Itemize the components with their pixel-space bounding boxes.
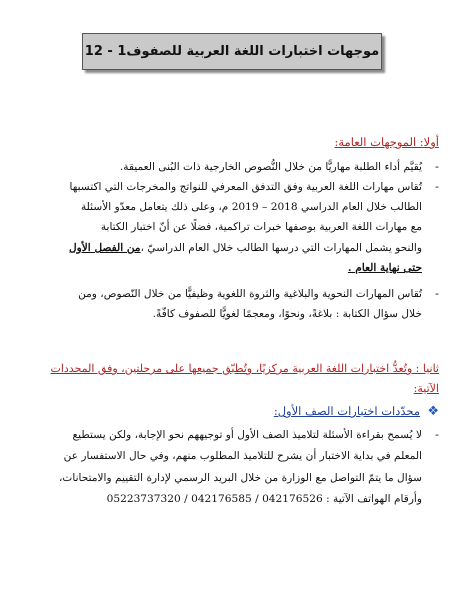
bullet1-line1: يُقيَّم أداء الطلبة مهاريًّا من خلال النُّصوص الخارجية ذات البُنى العميقة. [119,161,422,173]
section3-line4: وأرقام الهواتف الآتية : 042176526 / 042176585 / 05223737320 [106,493,422,505]
bullet2-line4 [69,241,422,255]
section2-line2: الآتية: [413,382,439,395]
bullet2-line4-emphasis: من الفصل الأول [68,242,141,254]
bullet2-line5: حتى نهاية العام . [347,262,422,274]
bullet-marker: - [435,180,439,193]
bullet3-line1: تُقاس المهارات النحوية والبلاغية والثروة اللغوية وظيفيًّا من خلال النّصوص، ومن [78,288,422,300]
section2-line1: ثانيا : وتُعدُّ اختبارات اللغة العربية مركزيًا، وتُطبّق جميعها على مرحلتين، وفق المحددات [50,362,439,375]
bullet-marker: - [435,160,439,173]
bullet2-line3: مع مهارات اللغة العربية بوصفها خبرات تراكمية، فضلًا عن أنّ اختبار الكتابة [100,221,422,233]
section3-line1: لا يُسمح بقراءة الأسئلة لتلاميذ الصف الأول أو توجيههم نحو الإجابة، ولكن يستطيع [72,429,422,441]
section3-heading: محدّدات اختبارات الصف الأول: [273,404,420,418]
bullet2-line1: تُقاس مهارات اللغة العربية وفق التدفق المعرفي للنواتج والمخرجات التي اكتسبها [69,181,422,193]
bullet-marker: - [435,287,439,300]
section3-line3: سؤال ما يتمّ التواصل مع الوزارة من خلال البريد الرسمي لإدارة التقييم والامتحانات، [58,472,422,484]
bullet-marker: - [435,428,439,441]
bullet2-line2: الطالب خلال العام الدراسي 2018 – 2019 م، وعلى ذلك يتعامل معدّو الأسئلة [80,201,422,213]
section3-line2: المعلم في بداية الاختبار أن يشرح للتلاميذ المطلوب منهم، وفي حال الاستفسار عن [63,450,422,462]
title-box [82,33,382,70]
section1-heading: أولا: الموجهات العامة: [334,135,439,149]
diamond-bullet-icon: ❖ [427,404,439,419]
bullet3-line2: خلال سؤال الكتابة : بلاغةً، ونحوًا، ومعجمًا لغويًّا للصفوف كافّةً. [152,308,422,320]
document-title: موجهات اختبارات اللغة العربية للصفوف1 - 12 [84,44,380,59]
bullet2-line4-text: والنحو يشمل المهارات التي درسها الطالب خلال العام الدراسيّ ، [140,242,422,254]
